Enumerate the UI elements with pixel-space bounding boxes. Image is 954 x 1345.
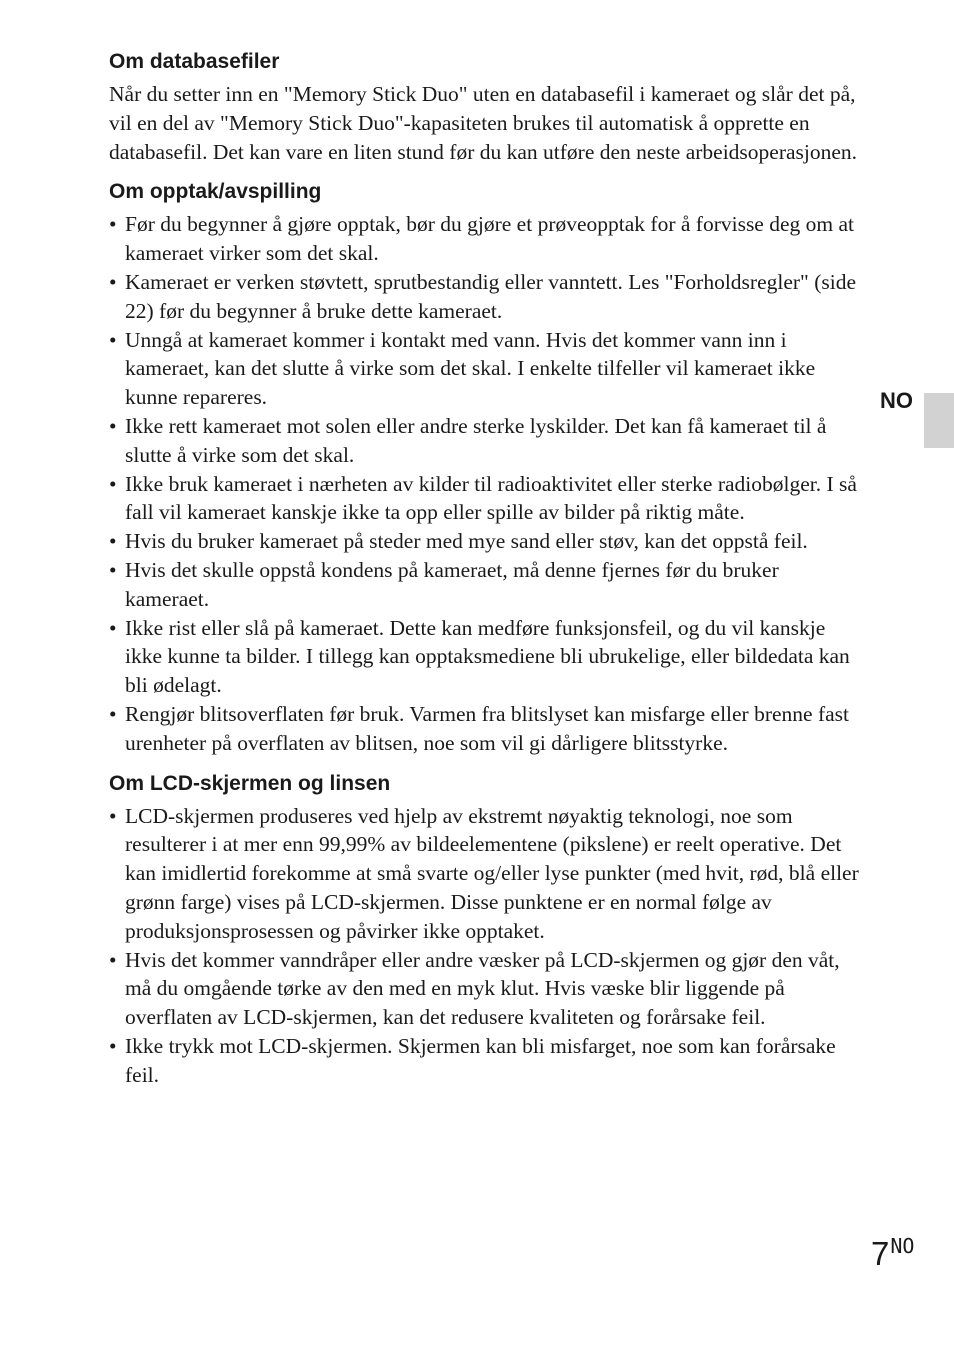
bullet-list bbox=[109, 802, 861, 1090]
section-heading: Om opptak/avspilling bbox=[109, 180, 322, 204]
section-lcd-lens bbox=[109, 770, 861, 1090]
page-number-suffix: NO bbox=[890, 1234, 915, 1258]
bullet-list bbox=[109, 210, 861, 757]
section-paragraph: Når du setter inn en "Memory Stick Duo" uten en databasefil i kameraet og slår det på, vil en del av "Memory Stick Duo"-kapasiteten brukes til automatisk å opprette en databasefil. Det kan vare en liten stund før du kan utføre den neste arbeidsoperasjonen. bbox=[109, 82, 858, 164]
section-recording-playback bbox=[109, 178, 861, 757]
list-item: • Hvis du bruker kameraet på steder med mye sand eller støv, kan det oppstå feil. bbox=[109, 527, 861, 556]
list-item: • Unngå at kameraet kommer i kontakt med vann. Hvis det kommer vann inn i kameraet, kan det slutte å virke som det skal. I enkelte tilfeller vil kameraet ikke kunne repareres. bbox=[109, 326, 861, 412]
language-tab-label: NO bbox=[880, 388, 913, 413]
section-heading: Om LCD-skjermen og linsen bbox=[109, 771, 391, 795]
page-number-value: 7 bbox=[871, 1235, 890, 1272]
section-heading: Om databasefiler bbox=[109, 50, 280, 73]
list-item: • Ikke rist eller slå på kameraet. Dette kan medføre funksjonsfeil, og du vil kanskje ikke kunne ta bilder. I tillegg kan opptaksmediene bli ubrukelige, eller bildedata kan bli ødelagt. bbox=[109, 614, 861, 700]
list-item: • Før du begynner å gjøre opptak, bør du gjøre et prøveopptak for å forvisse deg om at kameraet virker som det skal. bbox=[109, 210, 861, 268]
list-item: • LCD-skjermen produseres ved hjelp av ekstremt nøyaktig teknologi, noe som resulterer i at mer enn 99,99% av bildeelementene (pikslene) er reelt operative. Det kan imidlertid forekomme at små svarte og/eller lyse punkter (med hvit, rød, blå eller grønn farge) vises på LCD-skjermen. Disse punktene er en normal følge av produksjonsprosessen og påvirker ikke opptaket. bbox=[109, 802, 861, 946]
page-number bbox=[871, 1234, 914, 1274]
section-database-files bbox=[109, 48, 861, 166]
list-item: • Rengjør blitsoverflaten før bruk. Varmen fra blitslyset kan misfarge eller brenne fast urenheter på overflaten av blitsen, noe som vil gi dårligere blitsstyrke. bbox=[109, 700, 861, 758]
list-item: • Ikke trykk mot LCD-skjermen. Skjermen kan bli misfarget, noe som kan forårsake feil. bbox=[109, 1032, 861, 1090]
list-item: • Kameraet er verken støvtett, sprutbestandig eller vanntett. Les "Forholdsregler" (side 22) før du begynner å bruke dette kameraet. bbox=[109, 268, 861, 326]
list-item: • Hvis det kommer vanndråper eller andre væsker på LCD-skjermen og gjør den våt, må du omgående tørke av den med en myk klut. Hvis væske blir liggende på overflaten av LCD-skjermen, kan det redusere kvaliteten og forårsake feil. bbox=[109, 946, 861, 1032]
language-tab-marker bbox=[924, 393, 954, 448]
page-content bbox=[109, 48, 861, 1090]
list-item: • Hvis det skulle oppstå kondens på kameraet, må denne fjernes før du bruker kameraet. bbox=[109, 556, 861, 614]
list-item: • Ikke rett kameraet mot solen eller andre sterke lyskilder. Det kan få kameraet til å slutte å virke som det skal. bbox=[109, 412, 861, 470]
list-item: • Ikke bruk kameraet i nærheten av kilder til radioaktivitet eller sterke radiobølger. I så fall vil kameraet kanskje ikke ta opp eller spille av bilder på riktig måte. bbox=[109, 470, 861, 528]
